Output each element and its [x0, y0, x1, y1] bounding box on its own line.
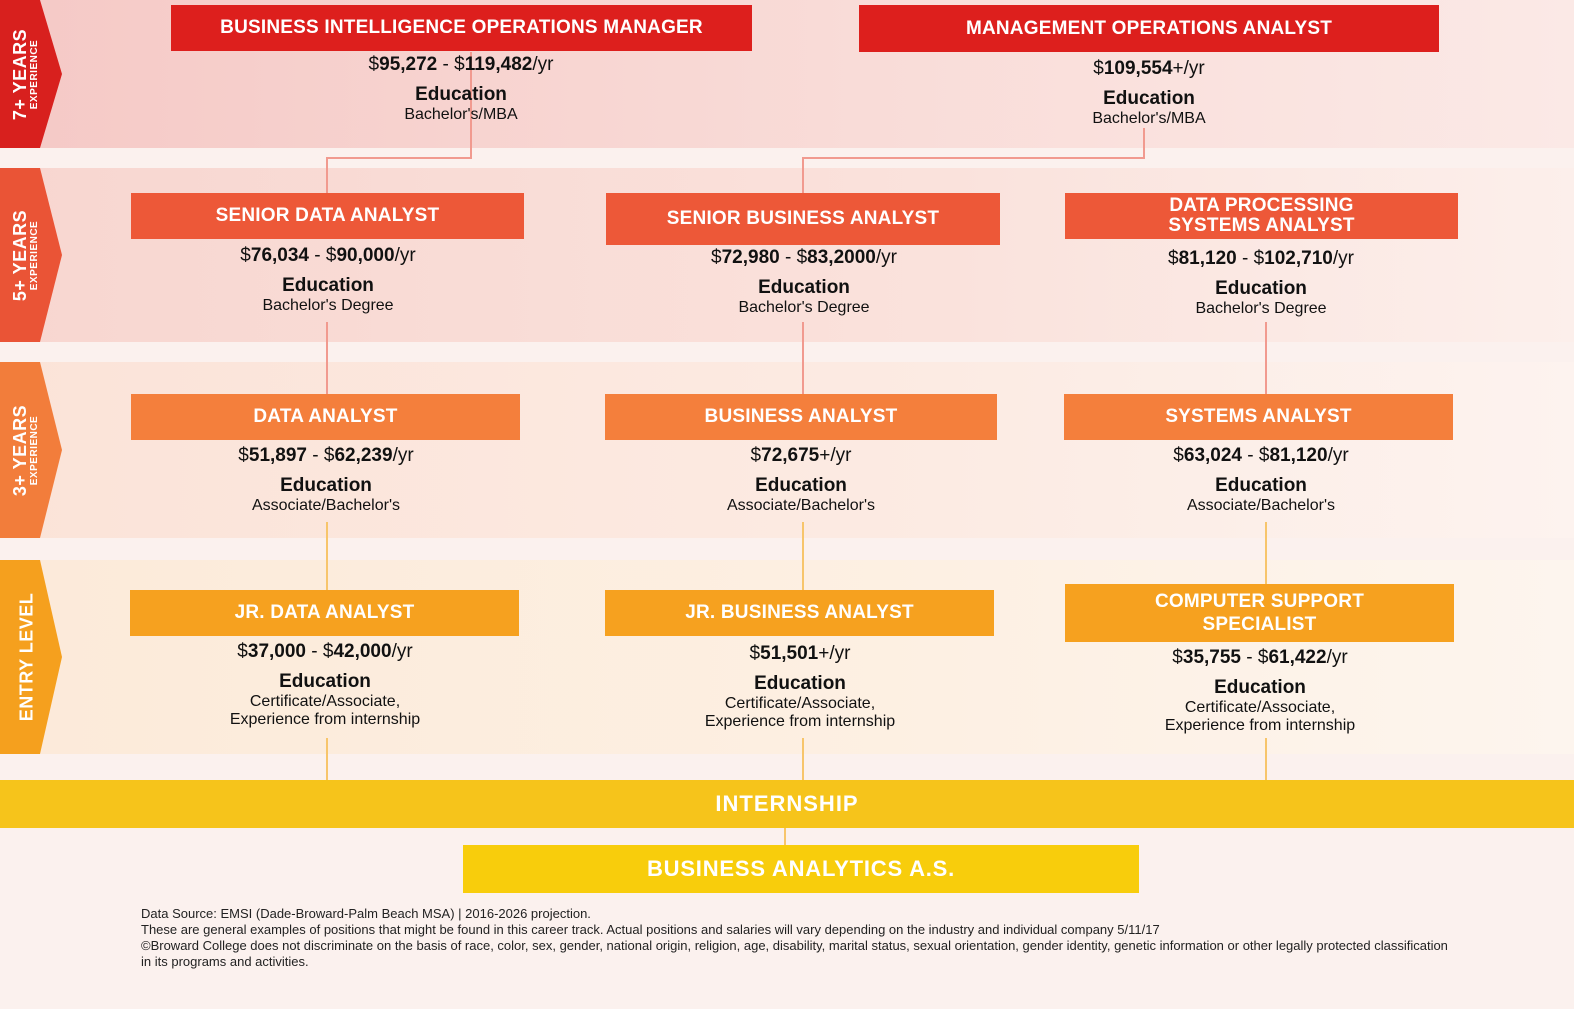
education-value: Bachelor's Degree — [262, 296, 394, 314]
tier-subtitle: EXPERIENCE — [29, 220, 41, 290]
education-heading: Education — [415, 83, 507, 105]
job-title-jr-data-analyst: JR. DATA ANALYST — [130, 590, 519, 636]
education-value: Certificate/Associate, — [249, 692, 401, 710]
salary: $109,554+/yr — [1093, 58, 1205, 79]
salary: $63,024 - $81,120/yr — [1173, 445, 1349, 466]
footer-notes — [141, 906, 1451, 970]
education-value: Experience from internship — [229, 711, 421, 729]
job-info-bi-operations-manager — [221, 54, 701, 124]
education-heading: Education — [758, 276, 850, 298]
connector-line — [802, 322, 804, 394]
job-info-systems-analyst — [1061, 445, 1461, 515]
connector-line — [784, 828, 786, 845]
education-heading: Education — [282, 274, 374, 296]
job-info-management-operations-analyst — [909, 58, 1389, 128]
tier-tab-entry-level — [0, 560, 62, 754]
connector-line — [326, 738, 328, 780]
connector-line — [326, 322, 328, 394]
job-info-data-processing-systems-analyst — [1061, 248, 1461, 318]
connector-line — [1265, 322, 1267, 394]
job-info-business-analyst — [601, 445, 1001, 515]
salary: $37,000 - $42,000/yr — [237, 641, 413, 662]
connector-line — [802, 157, 804, 193]
salary: $51,501+/yr — [749, 643, 851, 664]
education-heading: Education — [755, 474, 847, 496]
education-value: Experience from internship — [704, 713, 896, 731]
tier-subtitle: EXPERIENCE — [29, 39, 41, 109]
tier-tab-7-years — [0, 0, 62, 148]
tier-subtitle: EXPERIENCE — [29, 415, 41, 485]
job-info-jr-business-analyst — [600, 643, 1000, 731]
job-info-computer-support-specialist — [1060, 647, 1460, 735]
job-title-bi-operations-manager: BUSINESS INTELLIGENCE OPERATIONS MANAGER — [171, 5, 752, 51]
salary: $72,980 - $83,2000/yr — [711, 247, 897, 268]
education-heading: Education — [1215, 277, 1307, 299]
connector-line — [1265, 738, 1267, 780]
footer-disclaimer: These are general examples of positions that might be found in this career track. Actual positions and salaries will vary depending on the industry and individual company 5/11/17 — [141, 922, 1160, 937]
connector-line — [326, 522, 328, 590]
education-heading: Education — [1215, 474, 1307, 496]
education-heading: Education — [280, 474, 372, 496]
education-value: Bachelor's Degree — [1195, 299, 1327, 317]
education-value: Associate/Bachelor's — [726, 496, 875, 514]
tier-tab-5-years — [0, 168, 62, 342]
connector-line — [326, 157, 472, 159]
job-info-jr-data-analyst — [125, 641, 525, 729]
connector-line — [802, 522, 804, 590]
job-title-computer-support-specialist: COMPUTER SUPPORT SPECIALIST — [1065, 584, 1454, 642]
salary: $76,034 - $90,000/yr — [240, 245, 416, 266]
education-value: Bachelor's/MBA — [404, 105, 518, 123]
tier-title: 7+ YEARS — [10, 28, 31, 120]
education-value: Associate/Bachelor's — [1186, 496, 1335, 514]
connector-line — [802, 157, 1145, 159]
education-heading: Education — [1103, 87, 1195, 109]
education-value: Associate/Bachelor's — [251, 496, 400, 514]
tier-tab-3-years — [0, 362, 62, 538]
job-title-senior-business-analyst: SENIOR BUSINESS ANALYST — [606, 193, 1000, 245]
tier-title: 3+ YEARS — [10, 404, 31, 496]
tier-title: ENTRY LEVEL — [16, 592, 36, 722]
job-title-management-operations-analyst: MANAGEMENT OPERATIONS ANALYST — [859, 5, 1439, 52]
connector-line — [326, 157, 328, 193]
education-heading: Education — [1214, 676, 1306, 698]
job-info-data-analyst — [126, 445, 526, 515]
tier-title: 5+ YEARS — [10, 209, 31, 301]
salary: $72,675+/yr — [750, 445, 852, 466]
education-value: Certificate/Associate, — [724, 694, 876, 712]
salary: $51,897 - $62,239/yr — [238, 445, 414, 466]
footer-nondiscrimination: ©Broward College does not discriminate on the basis of race, color, sex, gender, national origin, religion, age, disability, marital status, sexual orientation, gender identity, genetic information or other legally protected classification in its programs and activities. — [141, 938, 1448, 969]
footer-data-source: Data Source: EMSI (Dade-Broward-Palm Beach MSA) | 2016-2026 projection. — [141, 906, 591, 921]
connector-line — [1265, 522, 1267, 584]
education-value: Bachelor's/MBA — [1092, 109, 1206, 127]
job-info-senior-business-analyst — [604, 247, 1004, 317]
salary: $95,272 - $119,482/yr — [368, 54, 554, 75]
salary: $81,120 - $102,710/yr — [1168, 248, 1354, 269]
education-heading: Education — [279, 670, 371, 692]
salary: $35,755 - $61,422/yr — [1172, 647, 1348, 668]
internship-bar: INTERNSHIP — [0, 780, 1574, 828]
education-value: Bachelor's Degree — [738, 298, 870, 316]
connector-line — [802, 738, 804, 780]
education-value: Certificate/Associate, — [1184, 698, 1336, 716]
job-title-jr-business-analyst: JR. BUSINESS ANALYST — [605, 590, 994, 636]
job-title-systems-analyst: SYSTEMS ANALYST — [1064, 394, 1453, 440]
education-heading: Education — [754, 672, 846, 694]
job-info-senior-data-analyst — [128, 245, 528, 315]
job-title-data-analyst: DATA ANALYST — [131, 394, 520, 440]
job-title-senior-data-analyst: SENIOR DATA ANALYST — [131, 193, 524, 239]
degree-bar: BUSINESS ANALYTICS A.S. — [463, 845, 1139, 893]
connector-line — [1143, 128, 1145, 159]
job-title-business-analyst: BUSINESS ANALYST — [605, 394, 997, 440]
job-title-data-processing-systems-analyst: DATA PROCESSING SYSTEMS ANALYST — [1065, 193, 1458, 239]
education-value: Experience from internship — [1164, 717, 1356, 735]
